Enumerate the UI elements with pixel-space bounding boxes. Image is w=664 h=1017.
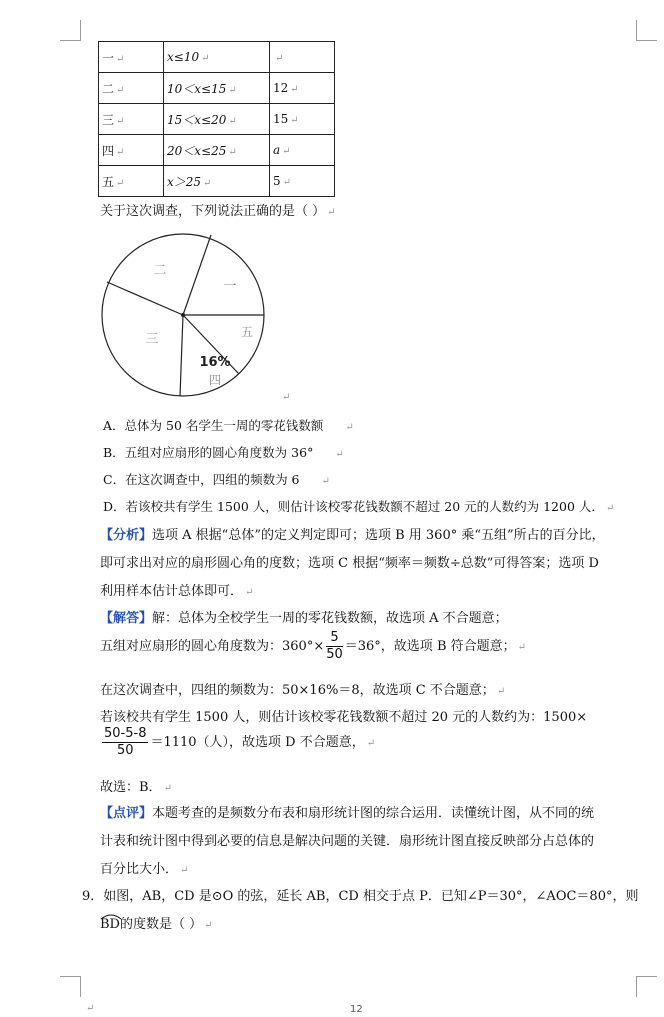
crop-mark-top-right [636,20,657,41]
crop-mark-bottom-left [60,976,81,997]
page-number: 12 [350,1004,363,1015]
option-d: D．若该校共有学生 1500 人，则估计该校零花钱数额不超过 20 元的人数约为 1200 人． ↵ [103,499,615,514]
group-cell: 一 [102,50,115,65]
analysis-line: 【分析】选项 A 根据“总体”的定义判定即可；选项 B 用 360° 乘“五组”所占的百分比， [100,528,605,543]
paragraph-mark: ↵ [86,1003,95,1014]
crop-mark-top-left [60,20,81,41]
pie-chart [100,226,278,402]
range-cell: x≤10 [167,50,200,64]
pie-percent-group4: 16% [199,355,231,370]
range-cell: x＞25 [167,174,202,189]
comment-line: 百分比大小． ↵ [100,862,189,877]
answer-line: 故选：B． ↵ [100,780,172,795]
solution-line: 【解答】解：总体为全校学生一周的零花钱数额，故选项 A 不合题意； [100,611,508,626]
table-row: 三 ↵ 15＜x≤20 ↵ 15 ↵ [99,104,335,135]
solution-tag: 【解答】 [100,611,153,626]
count-cell: a [273,143,281,157]
comment-line: 【点评】本题考查的是频数分布表和扇形统计图的综合运用．读懂统计图，从不同的统 [100,806,595,821]
option-a: A．总体为 50 名学生一周的零花钱数额 ↵ [103,418,354,433]
solution-line: 若该校共有学生 1500 人，则估计该校零花钱数额不超过 20 元的人数约为：1500× [100,710,588,725]
crop-mark-bottom-right [636,976,657,997]
group-cell: 二 [102,81,115,96]
question-9-line: BD的度数是（ ） ↵ [100,917,213,932]
paragraph-mark: ↵ [282,392,291,403]
solution-line: 在这次调查中，四组的频数为：50×16%＝8，故选项 C 不合题意； ↵ [100,683,506,698]
pie-label-group5: 五 [240,325,254,339]
fraction: $\frac{5}{50}$ [326,630,343,662]
pie-label-group1: 一 [223,279,237,294]
range-cell: 10＜x≤15 [167,81,227,96]
table-row: 四 ↵ 20＜x≤25 ↵ a ↵ [99,135,335,166]
table-row: 二 ↵ 10＜x≤15 ↵ 12 ↵ [99,73,335,104]
count-cell: 5 [273,174,281,188]
pie-label-group4: 四 [208,373,222,387]
comment-tag: 【点评】 [100,806,153,821]
range-cell: 20＜x≤25 [167,143,227,158]
question-9-line: 9．如图，AB，CD 是⊙O 的弦，延长 AB，CD 相交于点 P．已知∠P＝30°，∠AOC＝80°，则 [82,889,639,904]
arc-bd: BD [100,917,120,932]
table-row: 一 ↵ x≤10 ↵ ↵ [99,42,335,73]
range-cell: 15＜x≤20 [167,112,227,127]
solution-line: 五组对应扇形的圆心角度数为：360°× $\frac{5}{50}$ ＝36°，故选项 B 符合题意； ↵ [100,630,527,662]
analysis-line: 即可求出对应的扇形圆心角的度数；选项 C 根据“频率＝频数÷总数”可得答案；选项 D [100,556,599,571]
count-cell: 12 [273,81,289,95]
count-cell: 15 [273,112,289,126]
pie-center [181,313,185,317]
table-row: 五 ↵ x＞25 ↵ 5 ↵ [99,166,335,197]
group-cell: 四 [102,143,115,158]
solution-line: $\frac{50-5-8}{50}$ ＝1110（人），故选项 D 不合题意， ↵ [104,726,376,758]
comment-line: 计表和统计图中得到必要的信息是解决问题的关键．扇形统计图直接反映部分占总体的 [100,834,595,849]
group-cell: 五 [102,174,115,189]
analysis-tag: 【分析】 [100,528,153,543]
question-stem: 关于这次调查，下列说法正确的是（ ） ↵ [100,204,336,219]
option-c: C．在这次调查中，四组的频数为 6 ↵ [103,472,330,487]
frequency-table [98,41,335,197]
fraction: $\frac{50-5-8}{50}$ [104,726,147,758]
group-cell: 三 [102,112,115,127]
option-b: B．五组对应扇形的圆心角度数为 36° ↵ [103,445,344,460]
pie-label-group2: 二 [153,263,167,278]
pie-label-group3: 三 [145,332,159,347]
analysis-line: 利用样本估计总体即可． ↵ [100,584,254,599]
